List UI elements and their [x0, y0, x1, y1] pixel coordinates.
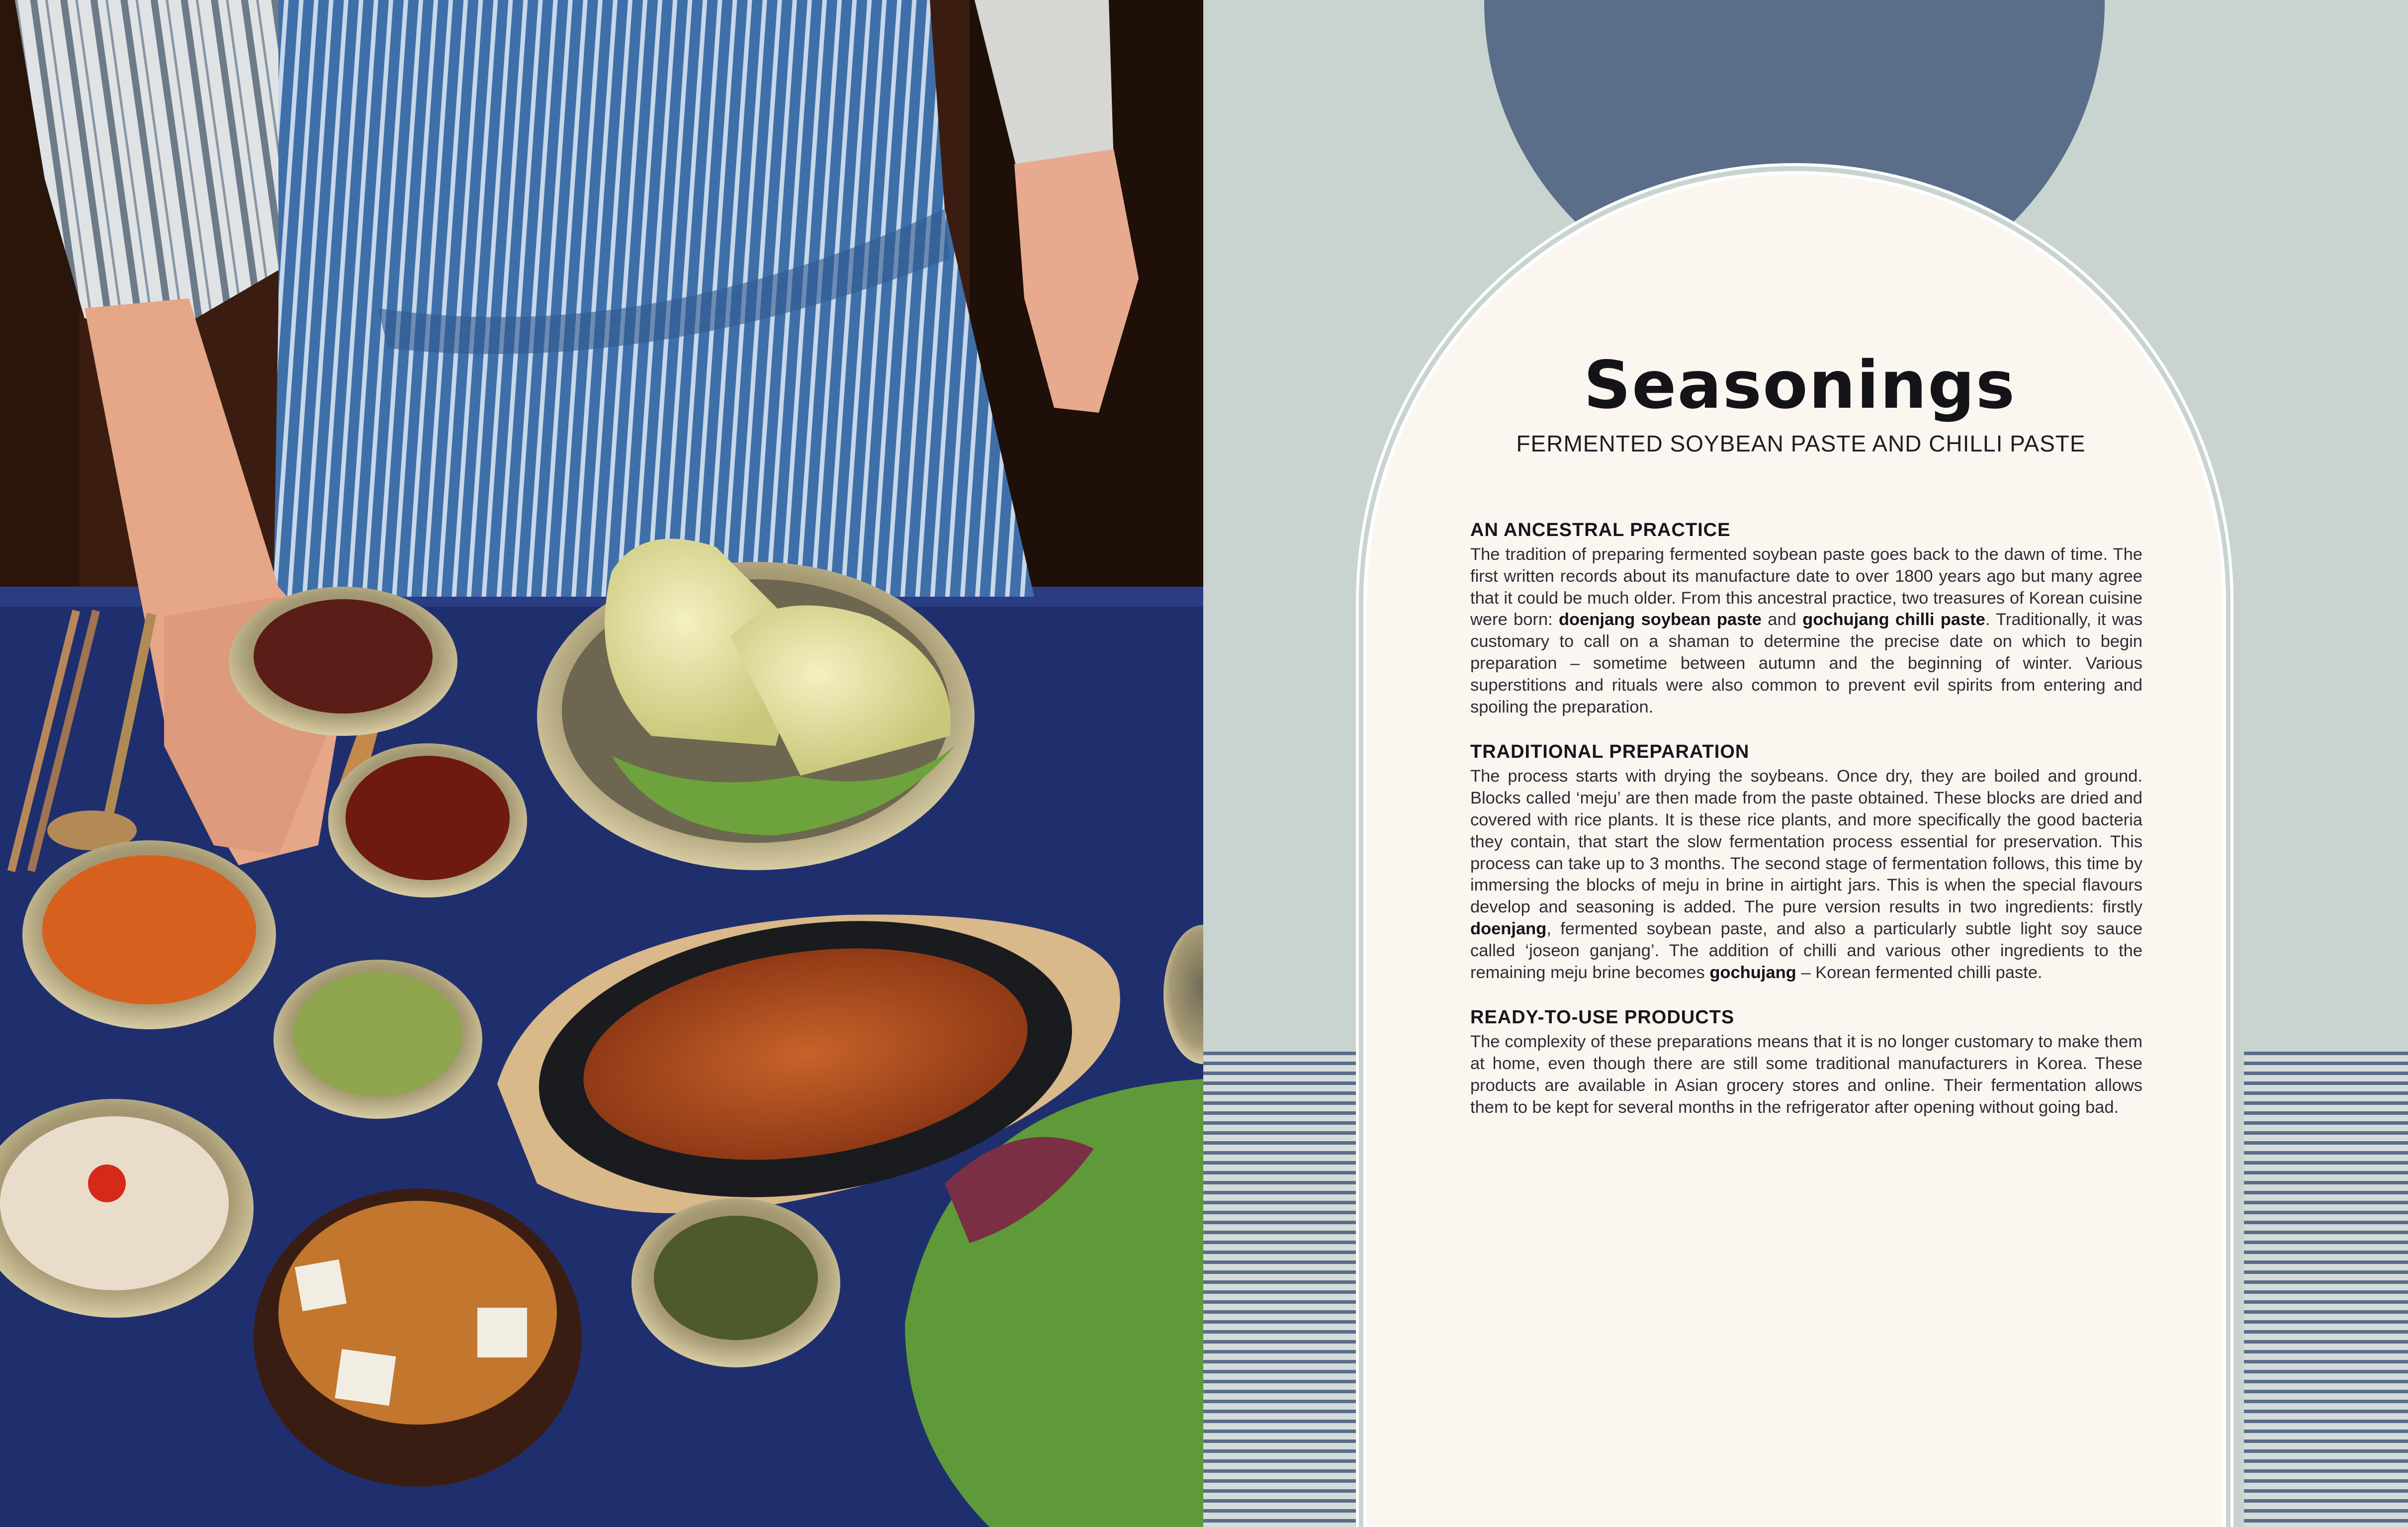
highlight-term: doenjang: [1470, 919, 1547, 938]
decorative-stripes-left: [1203, 1052, 1367, 1527]
section-heading: READY-TO-USE PRODUCTS: [1470, 1007, 1735, 1028]
section-ancestral-practice: [1470, 519, 2142, 718]
highlight-term: gochujang chilli paste: [1802, 610, 1985, 629]
decorative-stripes-right: [2244, 1052, 2408, 1527]
highlight-term: gochujang: [1709, 963, 1796, 982]
section-heading: TRADITIONAL PREPARATION: [1470, 741, 1750, 763]
page-subtitle: FERMENTED SOYBEAN PASTE AND CHILLI PASTE: [1516, 431, 2086, 456]
text-page: [1203, 0, 2408, 1527]
section-traditional-preparation: [1470, 741, 2142, 984]
section-ready-to-use: [1470, 1006, 2142, 1118]
section-body: The complexity of these preparations means that it is no longer customary to make them at home, even though there are still some traditional manufacturers in Korea. These products are available in Asian grocery stores and online. Their fermentation allows them to be kept for several months in the refrigerator after opening without going bad.: [1470, 1032, 2142, 1117]
section-body: The tradition of preparing fermented soybean paste goes back to the dawn of time. The first written records about its manufacture date to over 1800 years ago but many agree that it could be much older. From this ancestral practice, two treasures of Korean cuisine were born: doenjang soybean paste and gochujang chilli paste. Traditionally, it was customary to call on a shaman to determine the precise date on which to begin preparation – sometime between autumn and the beginning of winter. Various superstitions and rituals were also common to prevent evil spirits from entering and spoiling the preparation.: [1470, 545, 2142, 717]
section-heading: AN ANCESTRAL PRACTICE: [1470, 520, 1731, 540]
section-body: The process starts with drying the soybeans. Once dry, they are boiled and ground. Blocks called ‘meju’ are then made from the paste obtained. These blocks are dried and covered with rice plants. It is these rice plants, and more specifically the good bacteria they contain, that start the slow fermentation process essential for preservation. This process can take up to 3 months. The second stage of fermentation follows, this time by immersing the blocks of meju in brine in airtight jars. This is when the special flavours develop and seasoning is added. The pure version results in two ingredients: firstly doenjang, fermented soybean paste, and also a particularly subtle light soy sauce called ‘joseon ganjang’. The addition of chilli and various other ingredients to the remaining meju brine becomes gochujang – Korean fermented chilli paste.: [1470, 767, 2142, 982]
highlight-term: doenjang soybean paste: [1558, 610, 1762, 629]
page-title: Seasonings: [1583, 347, 2016, 424]
food-photograph: [0, 0, 1203, 1527]
article-content: [1460, 348, 2141, 1119]
